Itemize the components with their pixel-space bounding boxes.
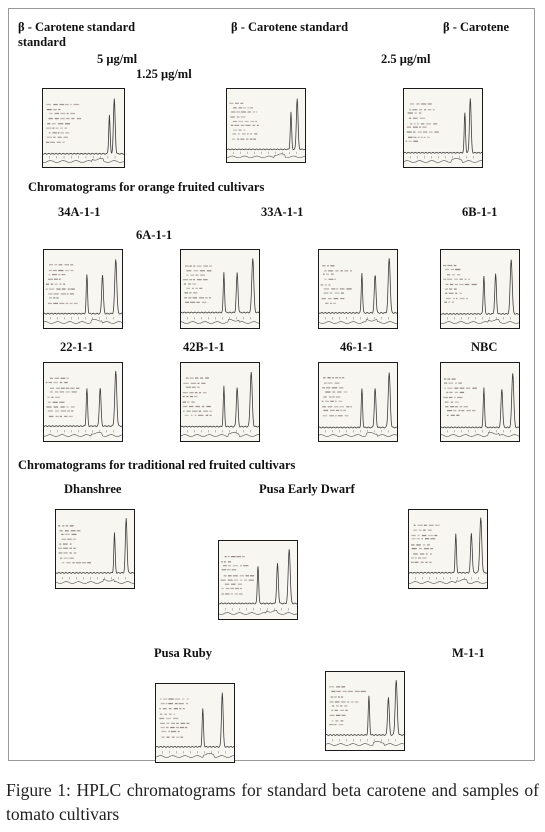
chromatogram-Dhanshree — [55, 509, 135, 589]
chromatogram-NBC — [440, 362, 520, 442]
chromatogram-unlabeled — [408, 509, 488, 589]
cultivar-label-Dhanshree: Dhanshree — [64, 482, 122, 496]
standard-label-1b: standard — [18, 35, 66, 49]
concentration-label-3: 2.5 μg/ml — [381, 52, 431, 66]
chromatogram-33A-1-1 — [318, 249, 398, 329]
chromatogram-34A-1-1 — [43, 249, 123, 329]
cultivar-label-46-1-1: 46-1-1 — [340, 340, 374, 354]
chromatogram-6A-1-1 — [180, 249, 260, 329]
standard-label-3: β - Carotene — [443, 20, 510, 34]
chromatogram-Pusa-Ruby — [155, 683, 235, 763]
chromatogram-46-1-1 — [318, 362, 398, 442]
standard-label-1: β - Carotene standard — [18, 20, 136, 34]
section-title-red: Chromatograms for traditional red fruited cultivars — [18, 458, 296, 472]
chromatogram-M-1-1 — [325, 671, 405, 751]
chromatogram-Pusa-Early-Dwarf — [218, 540, 298, 620]
chromatogram-6B-1-1 — [440, 249, 520, 329]
cultivar-label-6B-1-1: 6B-1-1 — [462, 205, 498, 219]
section-title-orange: Chromatograms for orange fruited cultivars — [28, 180, 265, 194]
standard-label-2: β - Carotene standard — [231, 20, 349, 34]
chromatogram-standard-3 — [403, 88, 483, 168]
concentration-label-1: 5 μg/ml — [97, 52, 138, 66]
concentration-label-2: 1.25 μg/ml — [136, 67, 192, 81]
cultivar-label-NBC: NBC — [471, 340, 498, 354]
cultivar-label-Pusa-Ruby: Pusa Ruby — [154, 646, 213, 660]
cultivar-label-6A-1-1: 6A-1-1 — [136, 228, 173, 242]
cultivar-label-42B-1-1: 42B-1-1 — [183, 340, 225, 354]
chromatogram-standard-1 — [42, 88, 125, 168]
chromatogram-standard-2 — [226, 88, 306, 163]
cultivar-label-M-1-1: M-1-1 — [452, 646, 485, 660]
cultivar-label-33A-1-1: 33A-1-1 — [261, 205, 304, 219]
chromatogram-22-1-1 — [43, 362, 123, 442]
cultivar-label-22-1-1: 22-1-1 — [60, 340, 94, 354]
cultivar-label-34A-1-1: 34A-1-1 — [58, 205, 101, 219]
figure-caption: Figure 1: HPLC chromatograms for standard beta carotene and samples of tomato cultivars — [6, 780, 539, 824]
chromatogram-42B-1-1 — [180, 362, 260, 442]
cultivar-label-Pusa-Early-Dwarf: Pusa Early Dwarf — [259, 482, 355, 496]
